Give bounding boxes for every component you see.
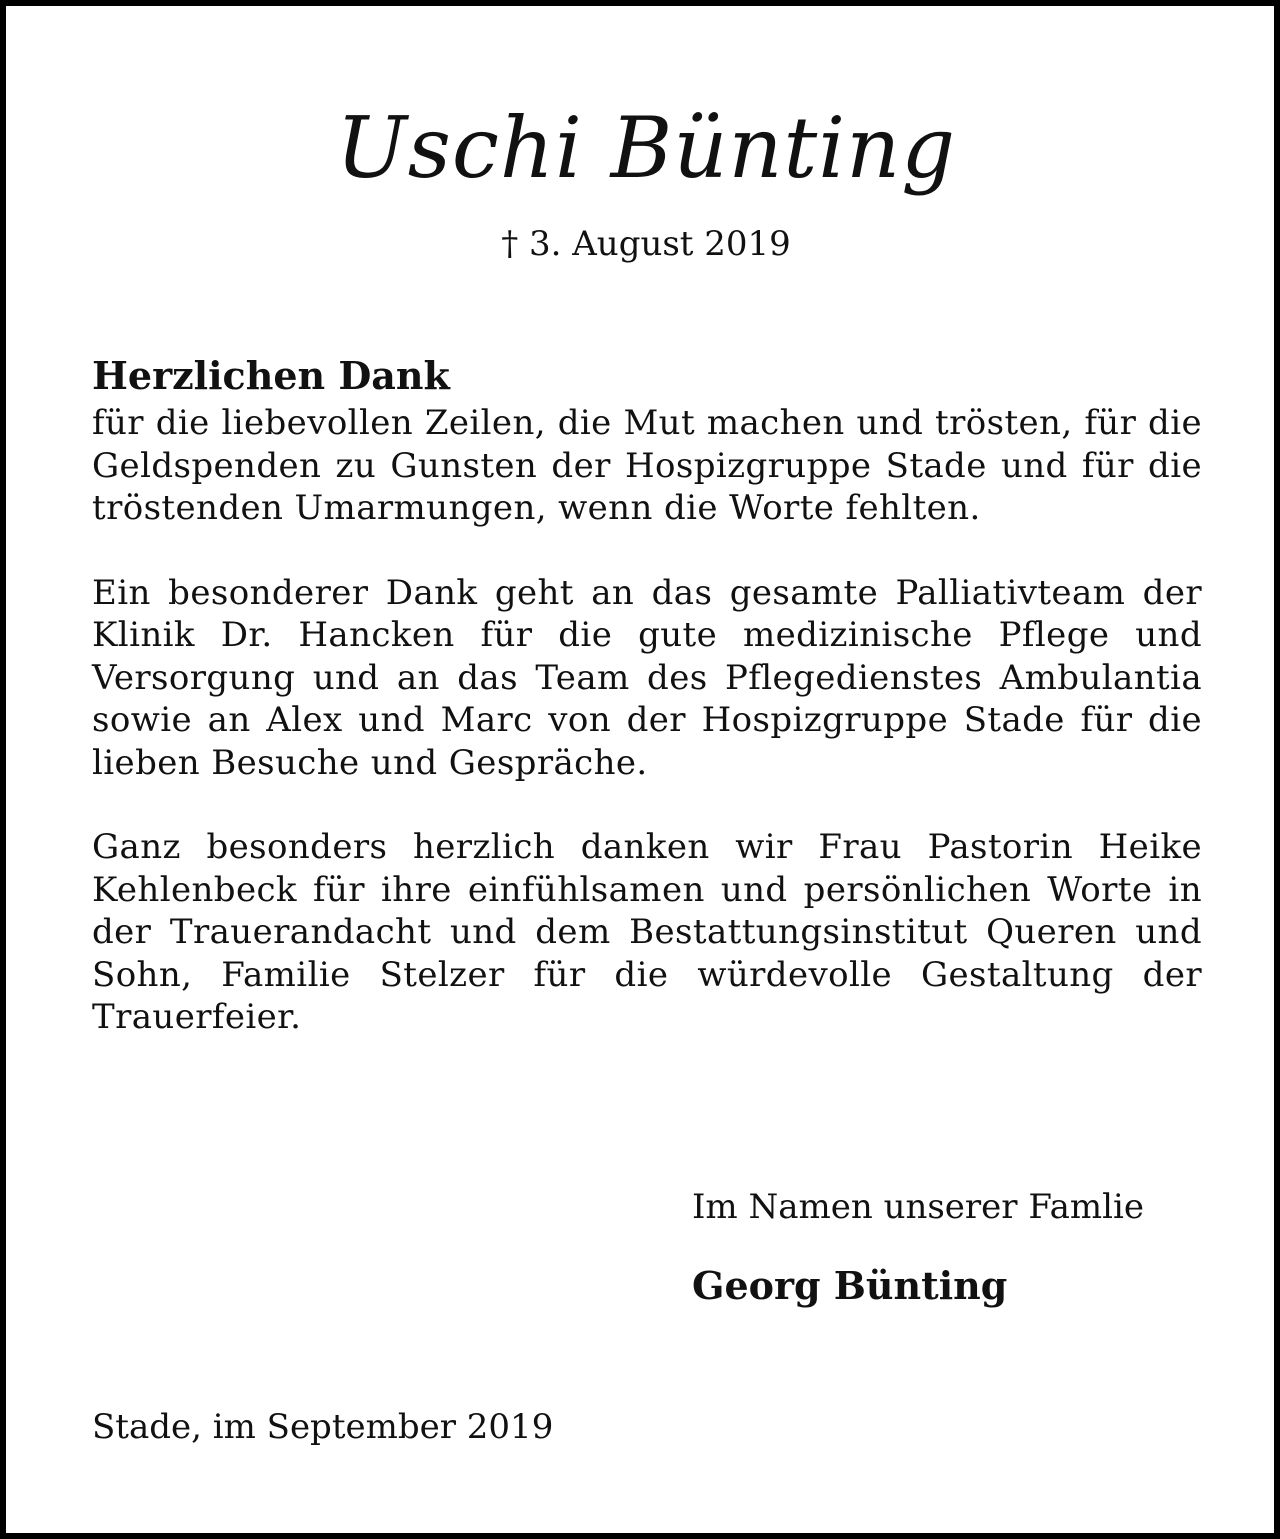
thanks-paragraph: Ganz besonders herzlich danken wir Frau Pastorin Heike Kehlenbeck für ihre einfühlsamen und persönlichen Worte in der Trauerandacht und dem Bestattungsinstitut Queren und Sohn, Familie Stelzer für die würdevolle Gestaltung der Trauerfeier. <box>92 827 1202 1037</box>
thanks-paragraph: für die liebevollen Zeilen, die Mut machen und trösten, für die Geldspenden zu Gunsten der Hospizgruppe Stade und für die tröstenden Umarmungen, wenn die Worte fehlten. <box>92 403 1202 528</box>
place-date: Stade, im September 2019 <box>92 1407 554 1447</box>
thanks-content <box>92 350 1202 1039</box>
thanks-heading: Herzlichen Dank <box>92 353 450 398</box>
deceased-name: Uschi Bünting <box>335 99 957 197</box>
signature-intro: Im Namen unserer Famlie <box>692 1187 1145 1227</box>
thanks-paragraph: Ein besonderer Dank geht an das gesamte Palliativteam der Klinik Dr. Hancken für die gute medizinische Pflege und Versorgung und an das Team des Pflegedienstes Ambulantia sowie an Alex und Marc von der Hospizgruppe Stade für die lieben Besuche und Gespräche. <box>92 572 1202 783</box>
signature-name: Georg Bünting <box>692 1263 1008 1308</box>
signature-block <box>692 1184 1212 1312</box>
death-date: † 3. August 2019 <box>501 224 791 264</box>
